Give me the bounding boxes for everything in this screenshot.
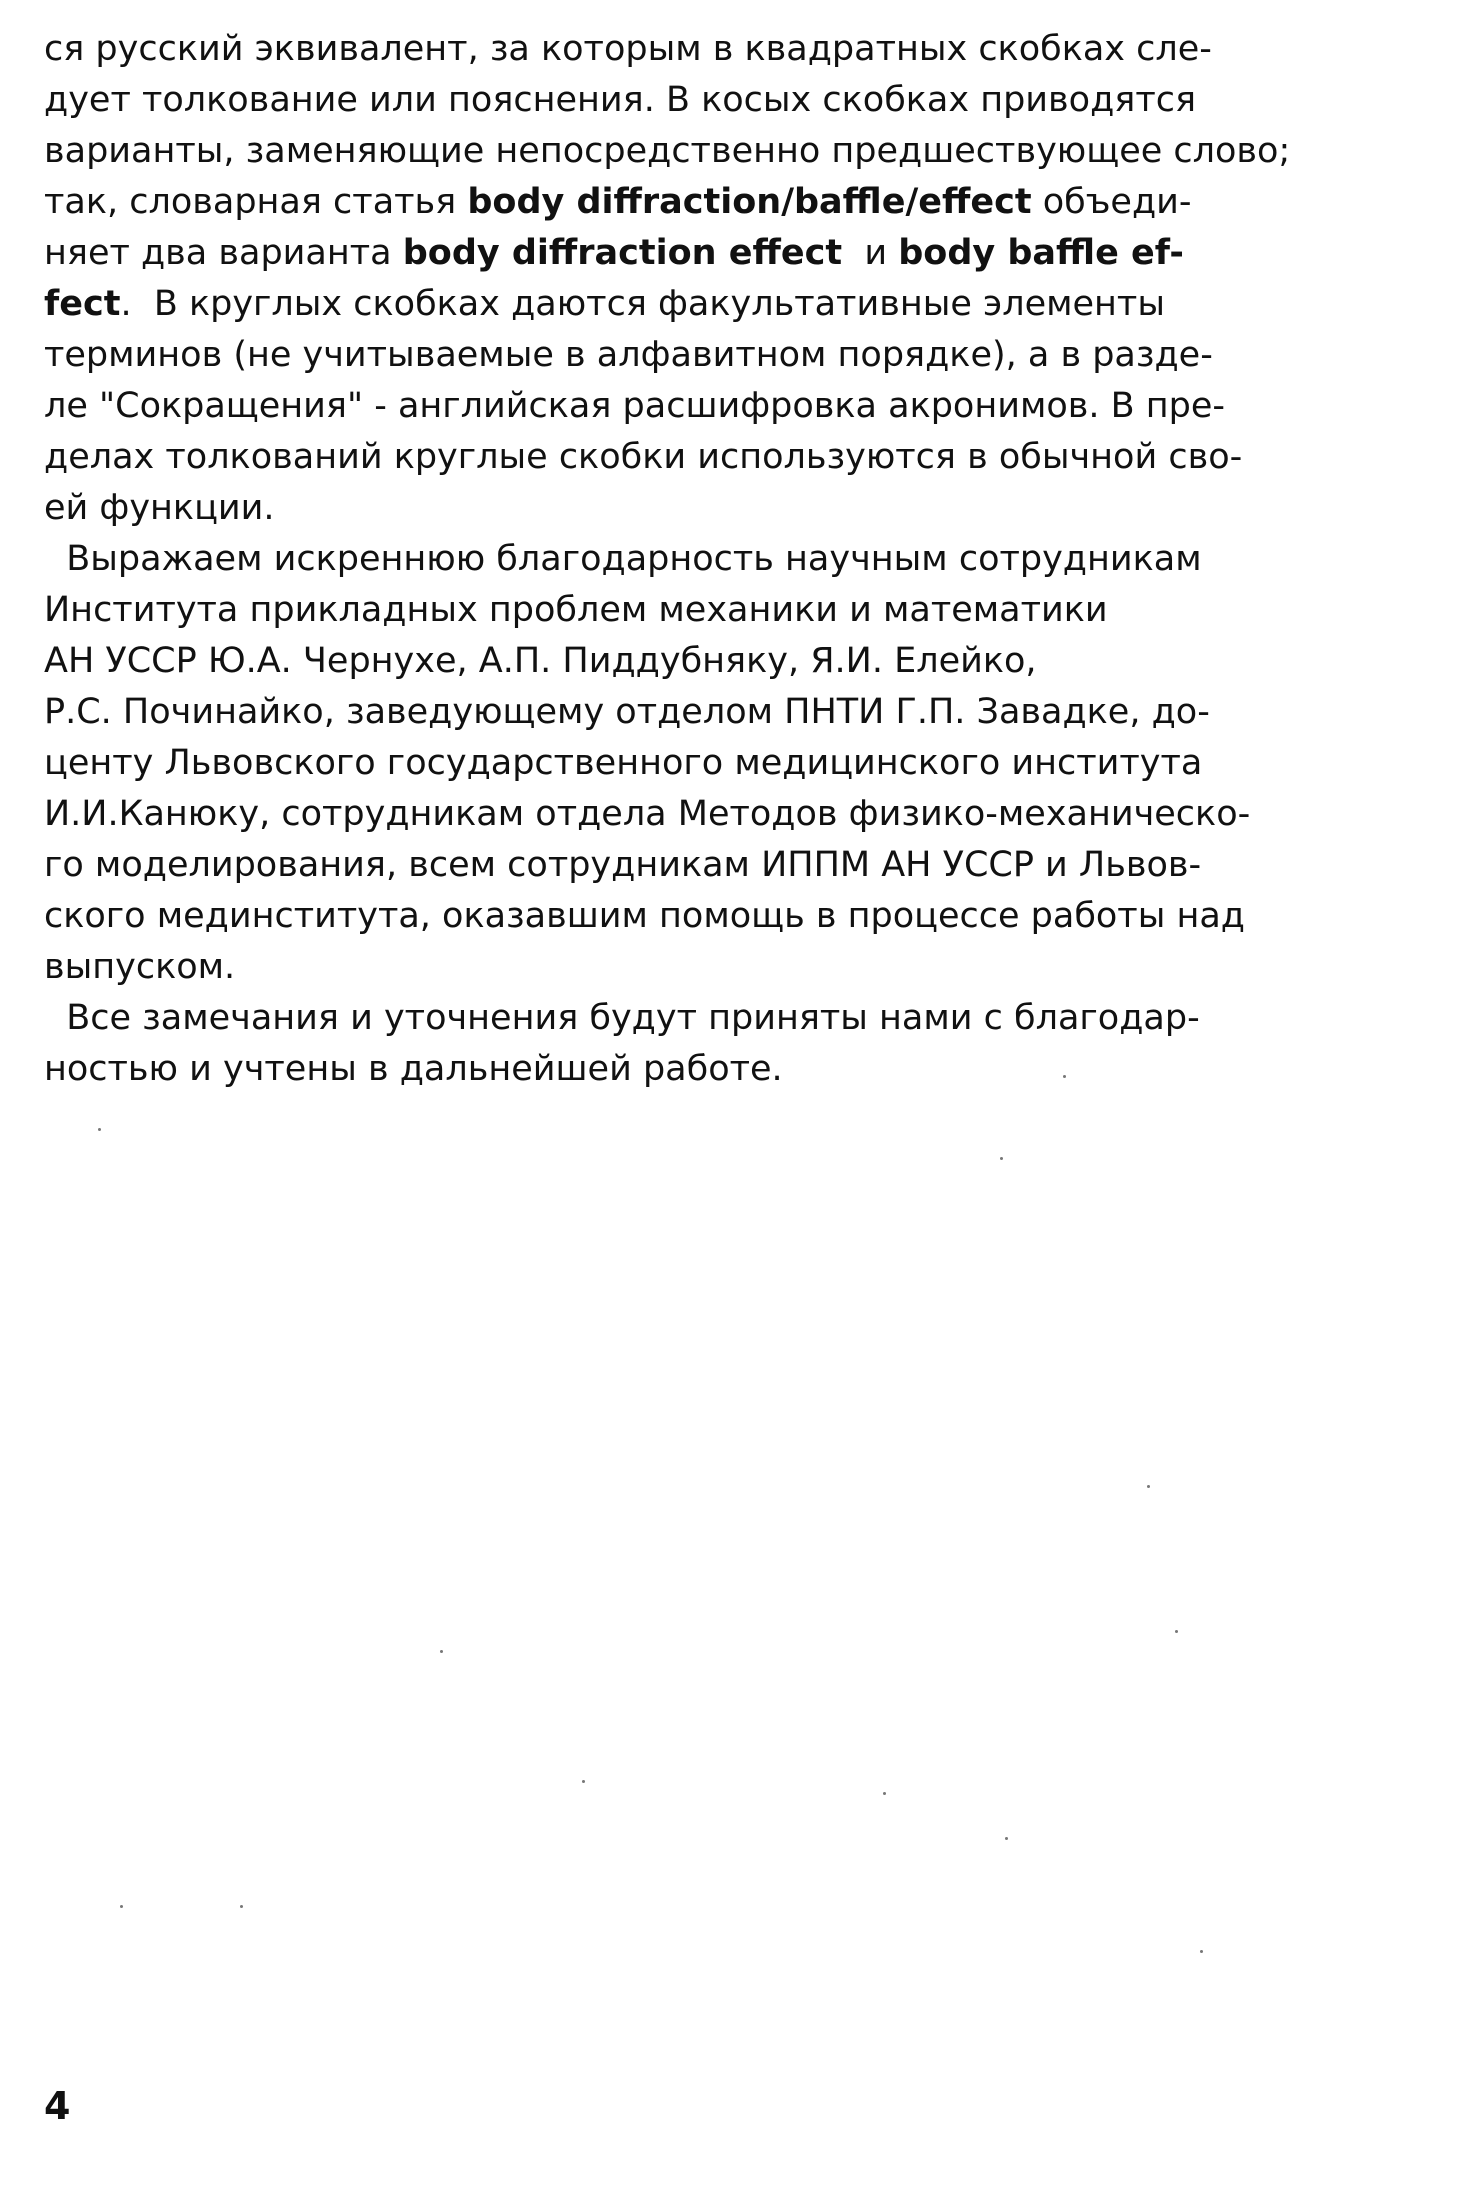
- text-line: варианты, заменяющие непосредственно предшествующее слово;: [44, 131, 1291, 171]
- main-text: [44, 24, 1424, 1095]
- text-line: центу Львовского государственного медицинского института: [44, 743, 1203, 783]
- paragraph-acknowledgements: [44, 534, 1424, 993]
- text-line: АН УССР Ю.А. Чернухе, А.П. Пиддубняку, Я.И. Елейко,: [44, 641, 1037, 681]
- scan-speck: [1147, 1485, 1150, 1488]
- text-line: [44, 279, 1424, 330]
- text-line: ле "Сокращения" - английская расшифровка акронимов. В пре-: [44, 386, 1226, 426]
- scan-speck: [1200, 1950, 1203, 1953]
- scan-speck: [1063, 1075, 1066, 1078]
- text-fragment: . В круглых скобках даются факультативные элементы: [120, 284, 1165, 324]
- text-line: Выражаем искреннюю благодарность научным сотрудникам: [44, 539, 1202, 579]
- text-line: ностью и учтены в дальнейшей работе.: [44, 1049, 783, 1089]
- page-number: 4: [44, 2084, 71, 2128]
- paragraph-remarks: [44, 993, 1424, 1095]
- scan-speck: [1000, 1157, 1003, 1160]
- paragraph-conventions: [44, 24, 1424, 534]
- term-example: body diffraction effect: [402, 233, 843, 273]
- scan-speck: [120, 1905, 123, 1908]
- text-line: дует толкование или пояснения. В косых скобках приводятся: [44, 80, 1197, 120]
- text-line: [44, 228, 1424, 279]
- text-line: го моделирования, всем сотрудникам ИППМ АН УССР и Львов-: [44, 845, 1202, 885]
- scan-speck: [883, 1792, 886, 1795]
- text-fragment: и: [842, 233, 899, 273]
- scan-speck: [1005, 1837, 1008, 1840]
- scan-speck: [240, 1905, 243, 1908]
- text-line: делах толкований круглые скобки используются в обычной сво-: [44, 437, 1243, 477]
- text-line: ся русский эквивалент, за которым в квадратных скобках сле-: [44, 29, 1212, 69]
- scan-speck: [440, 1650, 443, 1653]
- scan-speck: [582, 1780, 585, 1783]
- scan-speck: [1175, 1630, 1178, 1633]
- text-fragment: объеди-: [1031, 182, 1192, 222]
- text-fragment: няет два варианта: [44, 233, 403, 273]
- text-line: Р.С. Починайко, заведующему отделом ПНТИ Г.П. Завадке, до-: [44, 692, 1210, 732]
- text-line: [44, 177, 1424, 228]
- term-example: body baffle ef-: [898, 233, 1184, 273]
- text-line: терминов (не учитываемые в алфавитном порядке), а в разде-: [44, 335, 1213, 375]
- text-line: Все замечания и уточнения будут приняты нами с благодар-: [44, 998, 1200, 1038]
- text-line: Института прикладных проблем механики и математики: [44, 590, 1108, 630]
- term-example: fect: [44, 284, 121, 324]
- scan-speck: [98, 1128, 101, 1131]
- text-line: ского мединститута, оказавшим помощь в процессе работы над: [44, 896, 1245, 936]
- text-fragment: так, словарная статья: [44, 182, 468, 222]
- text-line: ей функции.: [44, 488, 275, 528]
- term-example: body diffraction/baffle/effect: [467, 182, 1032, 222]
- text-line: выпуском.: [44, 947, 236, 987]
- text-line: И.И.Канюку, сотрудникам отдела Методов физико-механическо-: [44, 794, 1251, 834]
